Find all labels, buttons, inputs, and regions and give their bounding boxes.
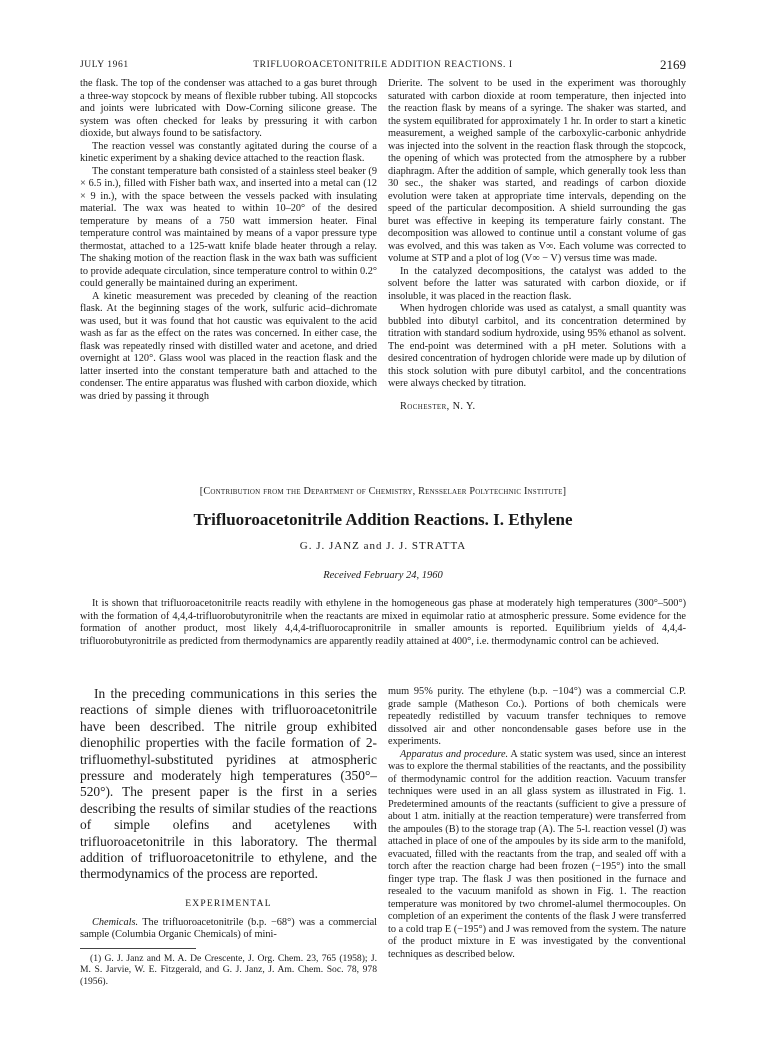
article-column-left <box>80 686 377 987</box>
header-running-title: TRIFLUOROACETONITRILE ADDITION REACTIONS. I <box>253 60 513 70</box>
footnote-text: (1) G. J. Janz and M. A. De Crescente, J. Org. Chem. 23, 765 (1958); J. M. S. Jarvie, W. E. Fitzgerald, and G. J. Janz, J. Am. Chem. Soc. 78, 978 (1956). <box>80 952 377 987</box>
received-date: Received February 24, 1960 <box>323 570 443 581</box>
chemicals-text: The trifluoroacetonitrile (b.p. −68°) was a commercial sample (Columbia Organic Chemicals) of mini- <box>80 916 377 941</box>
header-page-number: 2169 <box>660 57 686 72</box>
body-paragraph: A kinetic measurement was preceded by cleaning of the reaction flask. At the beginning stages of the work, sulfuric acid–dichromate was used, but it was found that hot caustic was equivalent to the acid wash as far as the effect on the rates was concerned. In either case, the flask was repeatedly rinsed with distilled water and acetone, and dried overnight at 120°. Glass wool was placed in the reaction flask and the latter inserted into the constant temperature bath and attached to the condenser. The entire apparatus was flushed with carbon dioxide, which was dried by passing it through <box>80 290 377 402</box>
abstract-text: It is shown that trifluoroacetonitrile reacts readily with ethylene in the homogeneous gas phase at moderately high temperatures (300°–500°) with the formation of 4,4,4-trifluorobutyronitrile when the reactants are mixed in equimolar ratio at atmospheric pressure. Some evidence for the formation of another product, most likely 4,4,4-trifluorocapronitrile in smaller amounts is reported. Equilibrium yields of 4,4,4-trifluorobutyronitrile as predicted from thermodynamics are apparently readily attained at 400°, i.e. thermodynamic control can be achieved. <box>80 598 686 647</box>
apparatus-label: Apparatus and procedure. <box>400 748 509 760</box>
chemicals-section <box>80 917 377 942</box>
apparatus-text: A static system was used, since an interest was to explore the thermal stabilities of the reactants, and the possibility of thermodynamic control for the addition reaction. Vacuum transfer techniques were used in an all glass system as illustrated in Fig. 1. Predetermined amounts of the reactants (sufficient to give a pressure of about 1 atm. initially at the reaction temperature) were transferred from the ampoules (B) to the storage trap (A). The 5-l. reaction vessel (J) was attached in place of one of the ampoules by its side arm to the manifold, evacuated, filled with the reactants from the trap, and sealed off with a torch after the reaction charge had been frozen (−195°) into the small finger type trap. The flask J was then positioned in the furnace and resealed to the vacuum manifold as shown in Fig. 1. The reaction temperature was monitored by two chromel-alumel thermocouples. On completion of an experiment the contents of the flask J were transferred to a cold trap E (−195°) and J was removed from the system. The nature of the product mixture in E was investigated by the conventional techniques as described below. <box>388 748 686 960</box>
article-column-right <box>388 686 686 961</box>
header-date: JULY 1961 <box>80 60 129 70</box>
footnote <box>80 953 377 988</box>
previous-article-column-right <box>388 78 686 413</box>
body-paragraph: The constant temperature bath consisted of a stainless steel beaker (9 × 6.5 in.), filled with Fisher bath wax, and inserted into a metal can (12 × 9 in.), with the space between the vessels packed with insulating material. The wax was heated to within 10–20° of the desired temperature by means of a 750 watt immersion heater. Final temperature control was maintained by means of a vapor pressure type thermostat, attached to a 125-watt knife blade heater through a relay. The shaking motion of the reaction flask in the wax bath was sufficient to provide adequate circulation, since temperature control to within 0.2° could generally be maintained during an experiment. <box>80 165 377 289</box>
contribution-line: [Contribution from the Department of Chemistry, Rensselaer Polytechnic Institute] <box>199 486 567 497</box>
article-authors: G. J. JANZ and J. J. STRATTA <box>299 540 467 552</box>
body-paragraph: When hydrogen chloride was used as catalyst, a small quantity was bubbled into dibutyl carbitol, and its concentration determined by titration with standard sodium hydroxide, using 95% ethanol as solvent. The end-point was determined with a pH meter. Solutions with a desired concentration of hydrogen chloride were made up by dilution of this stock solution with pure dibutyl carbitol, and the concentrations were always checked by titration. <box>388 303 686 389</box>
body-paragraph: Drierite. The solvent to be used in the experiment was thoroughly saturated with carbon dioxide at room temperature, then injected into the reaction flask by means of a syringe. The shaker was started, and the system equilibrated for approximately 1 hr. In order to start a kinetic measurement, a weighed sample of the carboxylic-carbonic anhydride was injected into the solvent in the reaction flask through the stopcock, the opening of which was protected from the atmosphere by a rubber diaphragm. After the addition of sample, which generally took less than 30 sec., the shaker was started, and readings of carbon dioxide evolution were taken at appropriate time intervals, depending on the speed of the particular decomposition. A shield surrounding the gas buret was effective in keeping its temperature fairly constant. The decomposition was allowed to continue until a constant volume of gas was evolved, and this was taken as V∞. Each volume was corrected to volume at STP and a plot of log (V∞ − V) versus time was made. <box>388 78 686 264</box>
previous-article-column-left <box>80 78 377 403</box>
body-paragraph: The reaction vessel was constantly agitated during the course of a kinetic experiment by a shaking device attached to the reaction flask. <box>80 140 377 164</box>
introduction <box>80 686 377 883</box>
article-title: Trifluoroacetonitrile Addition Reactions. I. Ethylene <box>193 510 573 529</box>
page-header <box>80 57 686 74</box>
author-location: Rochester, N. Y. <box>400 400 476 412</box>
experimental-heading: EXPERIMENTAL <box>185 898 272 909</box>
body-paragraph: the flask. The top of the condenser was attached to a gas buret through a three-way stopcock by means of flexible rubber tubing. All stopcocks and joints were lubricated with Dow-Corning silicone grease. The system was often checked for leaks by pressuring it with carbon dioxide, but always found to be satisfactory. <box>80 78 377 139</box>
body-paragraph: mum 95% purity. The ethylene (b.p. −104°) was a commercial C.P. grade sample (Matheson Co.). Portions of both chemicals were repeatedly redistilled by vacuum transfer techniques to remove dissolved air and other noncondensable gases before use in the experiments. <box>388 686 686 747</box>
abstract <box>80 598 686 648</box>
intro-paragraph: In the preceding communications in this series the reactions of simple dienes with trifluoroacetonitrile have been described. The nitrile group exhibited dienophilic properties with the facile formation of 2-trifluomethyl-substituted pyridines at atmospheric pressure and moderately high temperatures (350°–520°). The present paper is the first in a series describing the results of similar studies of the reactions of simple olefins and acetylenes with trifluoroacetonitrile in this laboratory. The thermal addition of trifluoroacetonitrile to ethylene, and the thermodynamics of the process are reported. <box>80 686 377 882</box>
chemicals-label: Chemicals. <box>92 916 139 928</box>
footnote-divider <box>80 948 196 949</box>
body-paragraph: In the catalyzed decompositions, the catalyst was added to the solvent before the latter was saturated with carbon dioxide, or if insoluble, it was placed in the reaction flask. <box>388 265 686 302</box>
